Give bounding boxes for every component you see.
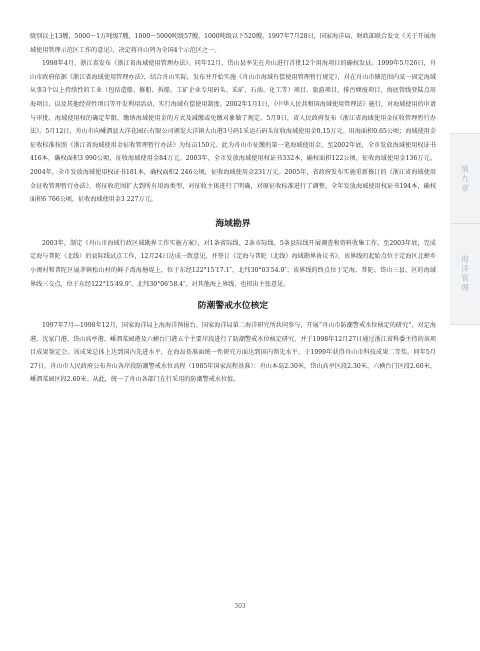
section-heading-boundary: 海域勘界 <box>215 218 251 229</box>
paragraph-top-2: 1998年4月，浙江省发布《浙江省海域使用管理办法》。同年12月，岱山县率先在舟山进行首批12个用海项目的确权发证。1999年5月26日，舟山市政府依据《浙江省海域使用管理办法》，结合舟山实际，发布并开始实施《舟山市海域有偿使用管理暂行规定》，对在舟山市辖范围内某一固定海域从事3个以上持续性的工业（包括造船、修船、拆船、工矿企业专用码头、采矿、石油、化工等）项目、旅游项目、排污倾废项目、海底管线登陆点用海项目，以及其他经营性项目等开发利用活动，实行海域有偿使用制度。2002年1月1日，《中华人民共和国海域使用管理法》施行，对海域使用的申请与审批、海域使用权的确定年限、缴纳海域使用金的方式及减缴或免缴对象做了规定。5月9日，省人民政府发布《浙江省海域使用金征收管理暂行办法》。5月12日，舟山市向嵊泗县大洋花园石有限公司颁发大洋镇大山港3号码1采运石码头征收海域使用金0.15万元。用海面积0.65公顷；海域使用金征收标准按照《浙江省海域使用金征收管理暂行办法》为每亩150元。此为舟山市征缴的第一笔海域使用金。至2002年底，全市发放海域使用权证书416本，确权面积3 990公顷，征收海域使用金84万元。2003年，全市发放海域使用权证书332本，确权面积122公顷，征收海域使用金136万元。2004年，全市发放海域使用权证书181本，确权面积2 246公顷，征收海域使用金231万元。2005年，省政府发布实施重新修订的《浙江省海域使用金征收管理暂行办法》，将征收范围扩大到所有用海类型，对征收主体进行了明确，对原征收标准进行了调整。全年发放海域使用权证书194本，确权面积6 766公顷，征收海域使用金3 227万元。 <box>30 60 436 204</box>
paragraph-boundary: 2003年，制定《舟山市海域行政区域勘界工作实施方案》，对1条省际线、2条市际线、5条县际线开展调查和资料收集工作。至2003年底，完成定海与普陀（北线）的县际线试点工作，12月24日达成一致意见，并签订《定海与普陀（北线）海域勘界协议书》。该界线的起始点位于定海区北蝉乡小闽村和普陀区展茅镇松山村的鲜子湾海塘堤上，位于东经122°15′17.1″、北纬30°03′54.9″；该界线的终点位于定海、普陀、岱山三县、区的海域界线三交点，位于东经122°15′49.9″、北纬30°06′58.4″。对其他海上界线，也拟出主张意见。 <box>30 239 436 288</box>
paragraph-top-1: 级别以上13艘，5000～1万吨级7艘，1000～5000吨级57艘，1000吨级以下520艘。1997年7月28日，国家海洋局、财政部联合发文《关于开展海域使用管理示范区工作的意见》，决定将舟山列为全国4个示范区之一。 <box>30 33 436 54</box>
main-content <box>30 30 436 387</box>
page-number: 303 <box>234 603 246 610</box>
section-heading-tide-level: 防潮警戒水位核定 <box>197 301 269 312</box>
paragraph-tide-level: 1997年7月—1998年12月，国家海洋局上海海洋预报台、国家海洋局第二海洋研究所共同参与，开展“舟山市防潮警戒水位核定的研究”，对定海港、沈家门港、岱山高亭港、嵊泗菜园港及六横台门港五个主要岸段进行了防潮警戒水位核定研究，并于1998年12月27日通过浙江省科委主持的该项目成果鉴定会。该成果总体上达到国内先进水平，在海岛基准面统一性研究方面达到国内领先水平，于1999年获得舟山市科技成果二等奖。同年5月27日，舟山市人民政府公布舟山各岸段防潮警戒水位高程（1985年国家高程基准）：舟山本岛2.30米，岱山高亭区段2.30米，六横台门区段2.60米，嵊泗菜园区段2.60米。从此，统一了舟山各部门在行采用的防潮警戒水位值。 <box>30 322 436 384</box>
side-tab-section: 海洋管理 <box>450 223 480 325</box>
side-tab-chapter: 第九章 <box>450 133 480 224</box>
